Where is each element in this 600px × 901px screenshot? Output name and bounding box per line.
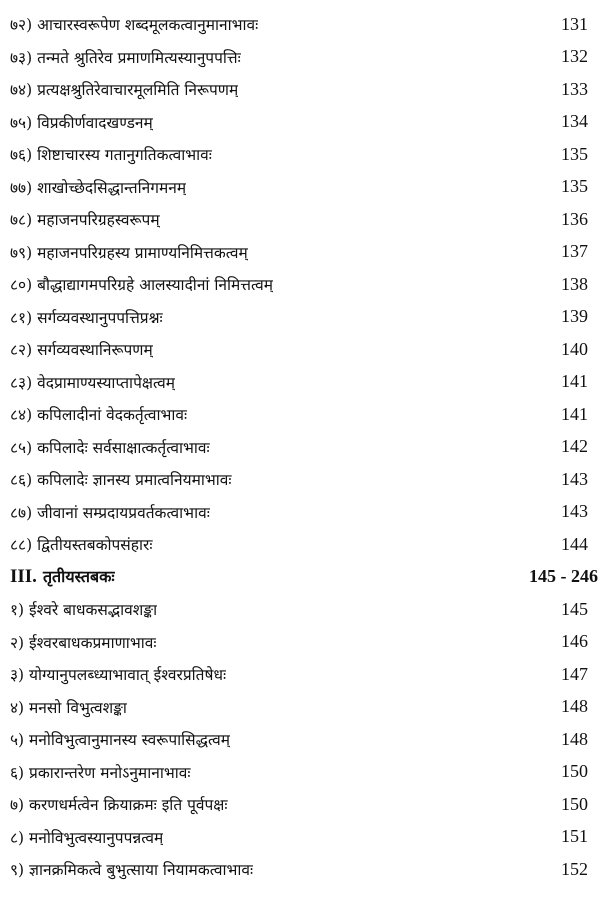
toc-entry-title: ५) मनोविभुत्वानुमानस्य स्वरूपासिद्धत्वम् [10, 731, 231, 749]
toc-entry [10, 172, 588, 202]
toc-entry [10, 594, 588, 624]
toc-entry [10, 497, 588, 527]
toc-entry-page: 141 [561, 403, 588, 424]
toc-entry-title: ८७) जीवानां सम्प्रदायप्रवर्तकत्वाभावः [10, 503, 210, 522]
section-page-range: 145 - 246 [529, 566, 598, 586]
toc-entry [10, 757, 588, 787]
toc-entry-page: 141 [561, 371, 588, 391]
toc-entry-title: ८५) कपिलादेः सर्वसाक्षात्कर्तृत्वाभावः [10, 438, 210, 457]
toc-entry-title: ८) मनोविभुत्वस्यानुपपन्नत्वम् [10, 828, 164, 847]
toc-entry-title: ७७) शाखोच्छेदसिद्धान्तनिगमनम् [10, 178, 187, 197]
toc-entry [10, 464, 588, 494]
toc-entry-page: 135 [561, 176, 588, 196]
toc-entry [10, 367, 588, 397]
toc-entry [10, 107, 588, 137]
toc-entry [10, 399, 588, 429]
toc-entry-title: ७६) शिष्टाचारस्य गतानुगतिकत्वाभावः [10, 146, 212, 164]
toc-entry-page: 148 [561, 696, 588, 716]
toc-entry-title: ८६) कपिलादेः ज्ञानस्य प्रमात्वनियमाभावः [10, 471, 232, 489]
toc-entry [10, 432, 588, 462]
toc-entry-page: 145 [561, 598, 588, 619]
section-number: III. [10, 566, 37, 587]
toc-entry-page: 139 [561, 306, 588, 326]
toc-entry-title: ६) प्रकारान्तरेण मनोऽनुमानाभावः [10, 763, 191, 782]
toc-entry-page: 133 [561, 78, 588, 99]
section-title-group [10, 565, 115, 588]
toc-entry-page: 142 [561, 436, 588, 456]
toc-entry [10, 204, 588, 234]
toc-entry [10, 9, 588, 39]
toc-entry-title: ८३) वेदप्रामाण्यस्याप्तापेक्षत्वम् [10, 373, 175, 392]
toc-entry-title: ९) ज्ञानक्रमिकत्वे बुभुत्साया नियामकत्वाभावः [10, 861, 254, 879]
section-title: तृतीयस्तबकः [42, 567, 115, 586]
toc-entry-title: ७४) प्रत्यक्षश्रुतिरेवाचारमूलमिति निरूपणम् [10, 81, 239, 99]
toc-entry-title: ८०) बौद्धाद्यागमपरिग्रहे आलस्यादीनां निमित्तत्वम् [10, 276, 273, 294]
toc-entry-page: 132 [561, 46, 588, 66]
toc-entry [10, 139, 588, 169]
toc-entry-page: 150 [561, 793, 588, 814]
toc-entry-page: 138 [561, 273, 588, 294]
toc-entry [10, 334, 588, 364]
toc-entry [10, 74, 588, 104]
toc-entry-page: 143 [561, 468, 588, 489]
toc-entry-title: १) ईश्वरे बाधकसद्भावशङ्का [10, 601, 158, 619]
toc-entry-page: 143 [561, 501, 588, 521]
toc-entry-page: 134 [561, 111, 588, 131]
toc-entry-page: 144 [561, 533, 588, 554]
toc-entry-title: ८८) द्वितीयस्तबकोपसंहारः [10, 536, 153, 554]
toc-entry-page: 152 [561, 858, 588, 879]
toc-entry [10, 854, 588, 884]
toc-entry-title: ७९) महाजनपरिग्रहस्य प्रामाण्यनिमित्तकत्वम् [10, 243, 248, 262]
toc-entry [10, 724, 588, 754]
toc-entry [10, 42, 588, 72]
toc-entry-title: ७२) आचारस्वरूपेण शब्दमूलकत्वानुमानाभावः [10, 16, 259, 34]
toc-entry [10, 692, 588, 722]
toc-entry-title: ८१) सर्गव्यवस्थानुपपत्तिप्रश्नः [10, 308, 163, 327]
toc-entry-page: 147 [561, 663, 588, 684]
toc-entry-title: ७८) महाजनपरिग्रहस्वरूपम् [10, 211, 160, 229]
toc-entry-title: ७) करणधर्मत्वेन क्रियाक्रमः इति पूर्वपक्षः [10, 796, 228, 814]
toc-entry-page: 148 [561, 728, 588, 749]
toc-entry [10, 789, 588, 819]
toc-entry [10, 237, 588, 267]
toc-entry-title: ४) मनसो विभुत्वशङ्का [10, 698, 127, 717]
toc-entry-page: 146 [561, 631, 588, 651]
toc-entry-page: 131 [561, 13, 588, 34]
toc-entry-title: २) ईश्वरबाधकप्रमाणाभावः [10, 633, 157, 652]
toc-entry [10, 659, 588, 689]
toc-entry-title: ८२) सर्गव्यवस्थानिरूपणम् [10, 341, 153, 359]
toc-entry-title: ३) योग्यानुपलब्ध्याभावात् ईश्वरप्रतिषेधः [10, 666, 227, 684]
toc-entry-title: ७५) विप्रकीर्णवादखण्डनम् [10, 113, 153, 132]
section-heading [10, 562, 598, 592]
toc-entry-title: ८४) कपिलादीनां वेदकर्तृत्वाभावः [10, 406, 188, 424]
toc-entry [10, 302, 588, 332]
toc-entry [10, 822, 588, 852]
toc-entry-page: 135 [561, 143, 588, 164]
toc-entry-page: 151 [561, 826, 588, 846]
toc-entry-page: 137 [561, 241, 588, 261]
toc-entry-title: ७३) तन्मते श्रुतिरेव प्रमाणमित्यस्यानुपपत्तिः [10, 48, 241, 67]
toc-entry-page: 150 [561, 761, 588, 781]
toc-entry [10, 269, 588, 299]
toc-entry [10, 529, 588, 559]
toc-entry-page: 136 [561, 208, 588, 229]
toc-entry-page: 140 [561, 338, 588, 359]
toc-entry [10, 627, 588, 657]
